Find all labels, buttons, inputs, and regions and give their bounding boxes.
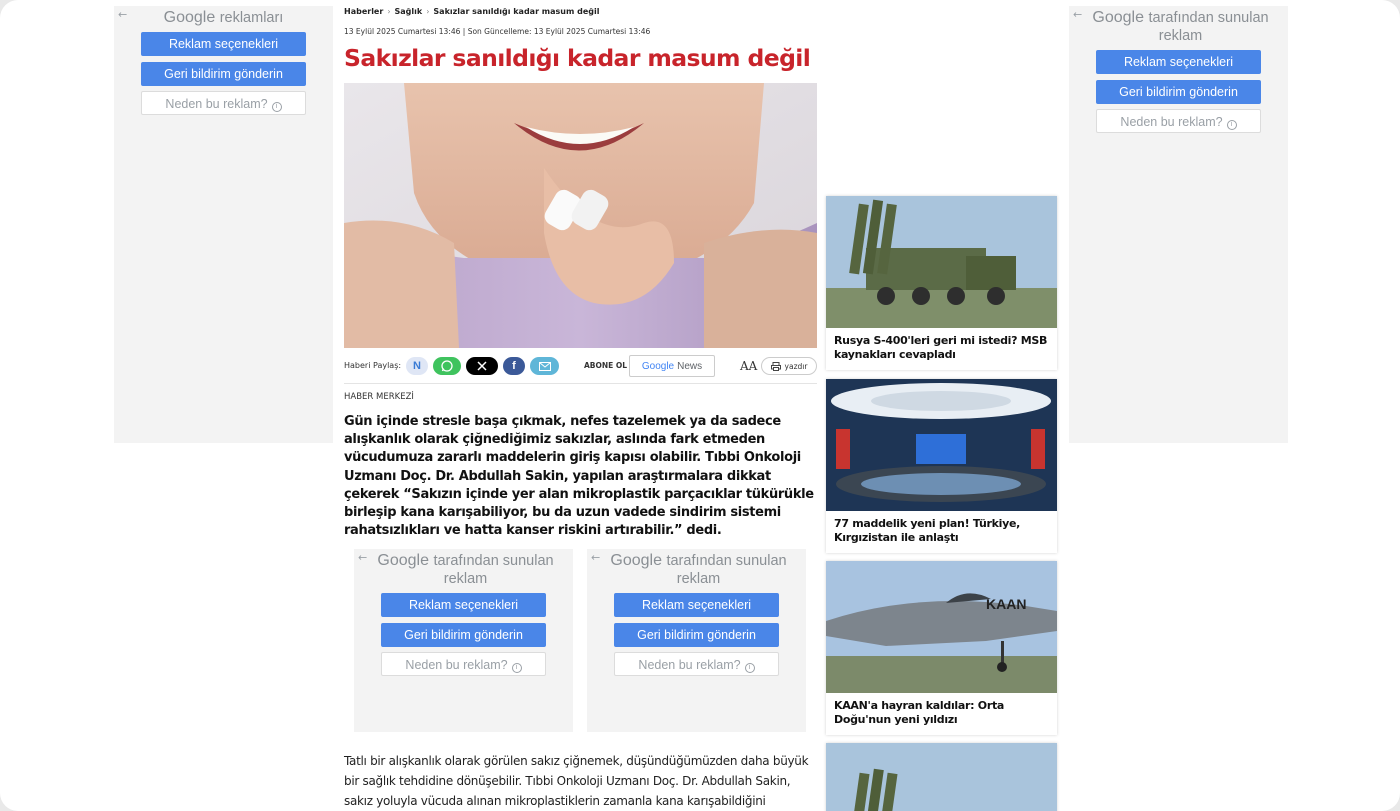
breadcrumb-category[interactable]: Sağlık xyxy=(394,7,423,16)
related-news-title: Rusya S-400'leri geri mi istedi? MSB kaynakları cevapladı xyxy=(834,334,1048,361)
ad-options-button[interactable]: Reklam seçenekleri xyxy=(381,593,546,617)
ad-why-button[interactable] xyxy=(1096,109,1261,133)
ad-heading-text: reklamları xyxy=(219,10,284,26)
ad-why-label: Neden bu reklam? xyxy=(1120,115,1223,129)
ad-inline-2[interactable] xyxy=(587,549,806,732)
article-dates: 13 Eylül 2025 Cumartesi 13:46 | Son Güncelleme: 13 Eylül 2025 Cumartesi 13:46 xyxy=(344,27,651,36)
google-news-google: Google xyxy=(641,360,675,372)
chewing-gum-photo xyxy=(344,83,817,348)
missile-launcher-photo xyxy=(826,743,1057,811)
info-icon: i xyxy=(745,663,755,673)
back-arrow-icon[interactable]: ← xyxy=(591,551,601,564)
facebook-share-button[interactable] xyxy=(503,357,525,375)
whatsapp-icon xyxy=(441,360,453,372)
ad-feedback-button[interactable]: Geri bildirim gönderin xyxy=(381,623,546,647)
print-button[interactable] xyxy=(761,357,817,375)
ad-heading xyxy=(587,549,806,588)
back-arrow-icon[interactable]: ← xyxy=(358,551,368,564)
ad-google-word: Google xyxy=(163,9,216,26)
ad-why-button[interactable] xyxy=(614,652,779,676)
ad-top-left[interactable] xyxy=(114,6,333,443)
hero-image xyxy=(344,83,817,348)
ad-inline-1[interactable] xyxy=(354,549,573,732)
info-icon: i xyxy=(272,102,282,112)
svg-text:KAAN: KAAN xyxy=(986,596,1027,612)
ad-why-label: Neden bu reklam? xyxy=(638,658,741,672)
chevron-right-icon: › xyxy=(387,7,391,16)
article-lead: Gün içinde stresle başa çıkmak, nefes tazelemek ya da sadece alışkanlık olarak çiğnediğimiz sakızlar, aslında fark etmeden vücudumuza zararlı maddelerin giriş kapısı olabilir. Tıbbi Onkoloji Uzmanı Doç. Dr. Abdullah Sakin, yapılan araştırmalara dikkat çekerek “Sakızın içinde yer alan mikroplastik parçacıklar tükürükle birleşip kana karışabiliyor, bu da uzun vadede sindirim sistemi rahatsızlıkları ve hatta kanser riskini artırabilir.” dedi. xyxy=(344,414,814,539)
font-size-button[interactable]: AA xyxy=(740,359,758,373)
ad-heading-text: tarafından sunulan reklam xyxy=(433,553,554,587)
google-news-button[interactable] xyxy=(629,355,715,377)
ad-why-label: Neden bu reklam? xyxy=(405,658,508,672)
ad-heading xyxy=(1069,6,1288,45)
breadcrumb xyxy=(344,7,599,16)
info-icon: i xyxy=(512,663,522,673)
ad-feedback-button[interactable]: Geri bildirim gönderin xyxy=(1096,80,1261,104)
ad-feedback-button[interactable]: Geri bildirim gönderin xyxy=(141,62,306,86)
ad-feedback-button[interactable]: Geri bildirim gönderin xyxy=(614,623,779,647)
ad-options-button[interactable]: Reklam seçenekleri xyxy=(614,593,779,617)
kaan-jet-photo xyxy=(826,561,1057,693)
back-arrow-icon[interactable]: ← xyxy=(1073,8,1083,21)
nsosyal-share-button[interactable] xyxy=(406,357,428,375)
chevron-right-icon: › xyxy=(426,7,430,16)
printer-icon xyxy=(771,362,781,371)
facebook-icon: f xyxy=(512,360,516,372)
related-news-card[interactable] xyxy=(826,561,1057,735)
breadcrumb-current: Sakızlar sanıldığı kadar masum değil xyxy=(433,7,600,16)
back-arrow-icon[interactable]: ← xyxy=(118,8,128,21)
related-news-card[interactable] xyxy=(826,196,1057,370)
ad-heading xyxy=(114,6,333,27)
share-toolbar xyxy=(344,354,817,378)
related-news-title: KAAN'a hayran kaldılar: Orta Doğu'nun yeni yıldızı xyxy=(834,699,1005,726)
summit-hall-photo xyxy=(826,379,1057,511)
related-news-card[interactable] xyxy=(826,743,1057,811)
x-icon xyxy=(477,361,487,371)
x-share-button[interactable] xyxy=(466,357,498,375)
email-share-button[interactable] xyxy=(530,357,559,375)
article-body: Tatlı bir alışkanlık olarak görülen sakız çiğnemek, düşündüğümüzden daha büyük bir sağlık tehdidine dönüşebilir. Tıbbi Onkoloji Uzmanı Doç. Dr. Abdullah Sakin, sakız yoluyla vücuda alınan mikroplastiklerin zamanla kana karışabildiğini xyxy=(344,754,809,808)
email-icon xyxy=(539,362,551,371)
google-news-news: News xyxy=(677,360,703,372)
info-icon: i xyxy=(1227,120,1237,130)
page-title: Sakızlar sanıldığı kadar masum değil xyxy=(344,44,811,72)
subscribe-label: ABONE OL xyxy=(584,361,628,370)
related-news-title: 77 maddelik yeni plan! Türkiye, Kırgızistan ile anlaştı xyxy=(834,517,1021,544)
missile-launcher-photo xyxy=(826,196,1057,328)
ad-options-button[interactable]: Reklam seçenekleri xyxy=(141,32,306,56)
ad-google-word: Google xyxy=(1092,9,1144,26)
ad-options-button[interactable]: Reklam seçenekleri xyxy=(1096,50,1261,74)
ad-google-word: Google xyxy=(610,552,662,569)
print-label: yazdır xyxy=(784,361,808,371)
ad-why-label: Neden bu reklam? xyxy=(165,97,268,111)
divider xyxy=(344,383,817,384)
related-news-card[interactable] xyxy=(826,379,1057,553)
ad-heading-text: tarafından sunulan reklam xyxy=(666,553,787,587)
article-source: HABER MERKEZİ xyxy=(344,392,414,402)
ad-google-word: Google xyxy=(377,552,429,569)
whatsapp-share-button[interactable] xyxy=(433,357,461,375)
nsosyal-icon: N xyxy=(413,360,421,372)
ad-heading xyxy=(354,549,573,588)
breadcrumb-home[interactable]: Haberler xyxy=(344,7,384,16)
ad-why-button[interactable] xyxy=(141,91,306,115)
ad-heading-text: tarafından sunulan reklam xyxy=(1148,10,1269,44)
share-label: Haberi Paylaş: xyxy=(344,361,402,370)
ad-top-right[interactable] xyxy=(1069,6,1288,443)
ad-why-button[interactable] xyxy=(381,652,546,676)
